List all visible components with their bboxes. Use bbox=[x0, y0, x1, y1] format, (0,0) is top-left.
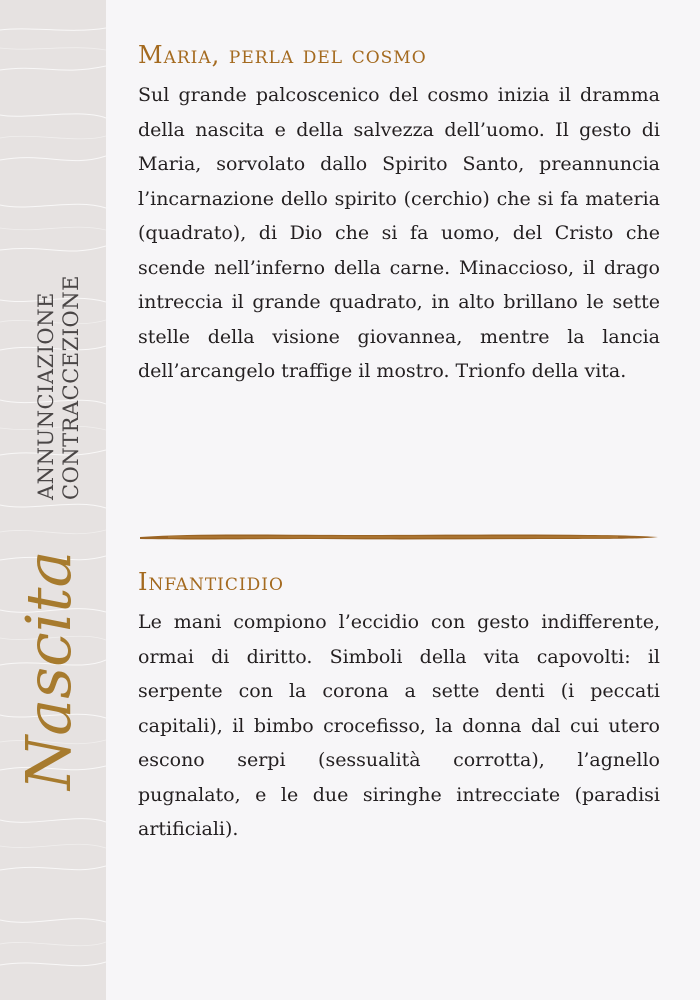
sidebar-band bbox=[0, 0, 106, 1000]
sidebar-title bbox=[14, 520, 106, 790]
section-heading: Maria, perla del cosmo bbox=[138, 41, 427, 69]
section-infanticidio bbox=[138, 565, 660, 847]
sidebar-title-text: Nascita bbox=[12, 550, 85, 790]
section-maria bbox=[138, 38, 660, 389]
section-body: Sul grande palcoscenico del cosmo inizia il dramma della nascita e della salvezza dell’uomo. Il gesto di Maria, sorvolato dallo Spirito Santo, preannuncia l’incarnazione dello spirito (cerchio) che si fa materia (quadrato), di Dio che si fa uomo, del Cristo che scende nell’inferno della carne. Minaccioso, il drago intreccia il grande quadrato, in alto brillano le sette stelle della visione giovannea, mentre la lancia dell’arcangelo traffige il mostro. Trionfo della vita. bbox=[138, 84, 660, 382]
subtitle-line-1: ANNUNCIAZIONE bbox=[34, 292, 58, 500]
section-heading: Infanticidio bbox=[138, 568, 284, 596]
brush-divider bbox=[138, 530, 660, 544]
subtitle-line-2: CONTRACCEZIONE bbox=[59, 275, 83, 500]
sidebar-subtitle bbox=[34, 270, 106, 500]
section-body: Le mani compiono l’eccidio con gesto indifferente, ormai di diritto. Simboli della vita capovolti: il serpente con la corona a sette denti (i peccati capitali), il bimbo crocefisso, la donna dal cui utero escono serpi (sessualità corrotta), l’agnello pugnalato, e le due siringhe intrecciate (paradisi artificiali). bbox=[138, 611, 660, 840]
sidebar-texture bbox=[0, 0, 106, 1000]
